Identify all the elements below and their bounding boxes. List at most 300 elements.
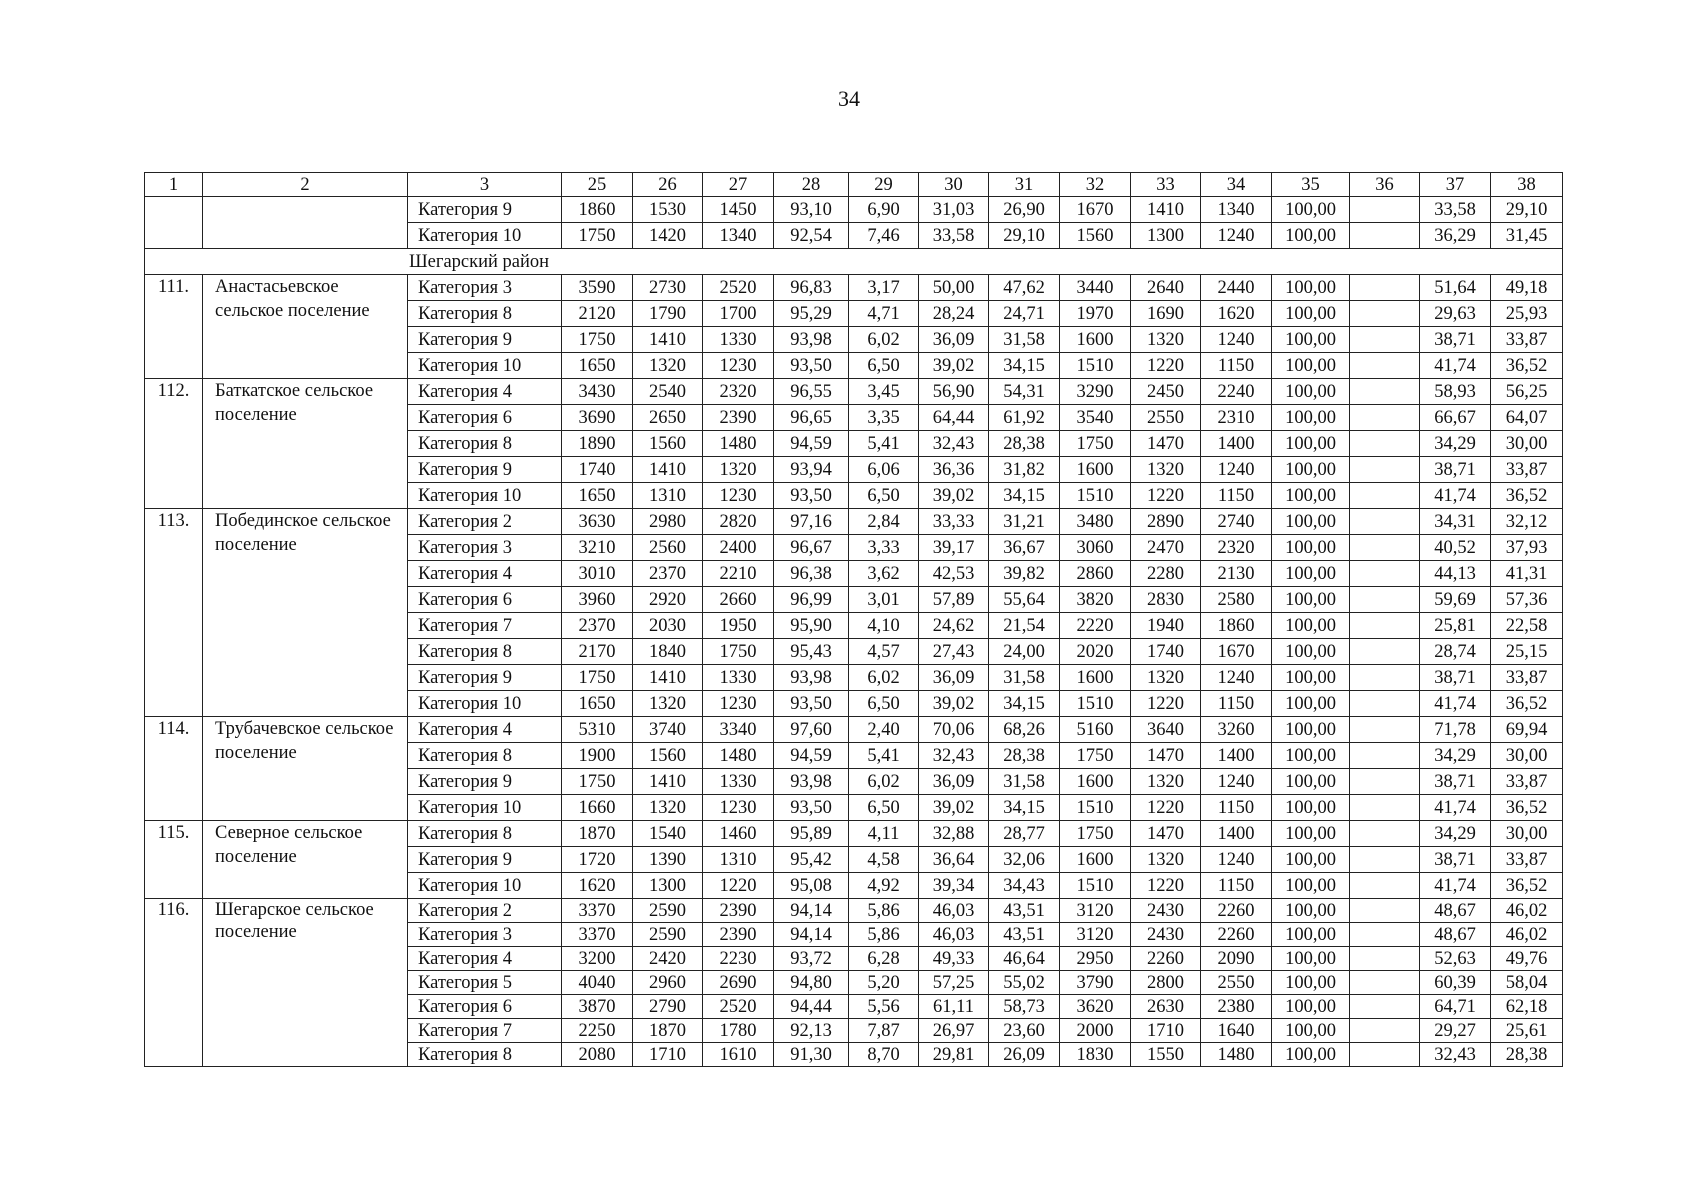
value-cell: 1240 <box>1201 847 1272 873</box>
value-cell: 4,57 <box>849 639 919 665</box>
value-cell: 2540 <box>633 379 703 405</box>
value-cell: 29,10 <box>989 223 1060 249</box>
value-cell: 2740 <box>1201 509 1272 535</box>
value-cell: 60,39 <box>1420 971 1491 995</box>
category-cell: Категория 4 <box>408 717 562 743</box>
value-cell: 1640 <box>1201 1019 1272 1043</box>
table-row <box>145 509 1563 535</box>
value-cell: 2650 <box>633 405 703 431</box>
value-cell: 94,14 <box>774 923 849 947</box>
value-cell: 3120 <box>1060 923 1131 947</box>
category-cell: Категория 3 <box>408 535 562 561</box>
value-cell: 49,76 <box>1491 947 1563 971</box>
value-cell: 31,58 <box>989 327 1060 353</box>
value-cell: 100,00 <box>1272 509 1350 535</box>
value-cell: 59,69 <box>1420 587 1491 613</box>
value-cell: 2220 <box>1060 613 1131 639</box>
value-cell <box>1350 275 1420 301</box>
value-cell: 6,50 <box>849 691 919 717</box>
value-cell: 1240 <box>1201 327 1272 353</box>
value-cell: 28,74 <box>1420 639 1491 665</box>
value-cell: 4040 <box>562 971 633 995</box>
value-cell: 1660 <box>562 795 633 821</box>
value-cell: 1410 <box>1131 197 1201 223</box>
value-cell <box>1350 613 1420 639</box>
category-cell: Категория 4 <box>408 379 562 405</box>
category-cell: Категория 5 <box>408 971 562 995</box>
row-number-cell: 115. <box>145 821 203 899</box>
category-cell: Категория 8 <box>408 431 562 457</box>
value-cell: 25,15 <box>1491 639 1563 665</box>
value-cell: 3340 <box>703 717 774 743</box>
value-cell: 94,59 <box>774 431 849 457</box>
value-cell: 2800 <box>1131 971 1201 995</box>
value-cell: 39,17 <box>919 535 989 561</box>
value-cell: 1620 <box>562 873 633 899</box>
header-cell: 37 <box>1420 173 1491 197</box>
value-cell: 2320 <box>703 379 774 405</box>
value-cell: 6,02 <box>849 327 919 353</box>
value-cell: 2550 <box>1131 405 1201 431</box>
value-cell: 1230 <box>703 691 774 717</box>
value-cell: 3260 <box>1201 717 1272 743</box>
value-cell: 46,03 <box>919 899 989 923</box>
value-cell: 30,00 <box>1491 821 1563 847</box>
value-cell <box>1350 223 1420 249</box>
value-cell: 3370 <box>562 923 633 947</box>
value-cell: 2210 <box>703 561 774 587</box>
value-cell: 36,29 <box>1420 223 1491 249</box>
category-cell: Категория 9 <box>408 457 562 483</box>
value-cell: 57,36 <box>1491 587 1563 613</box>
value-cell: 1540 <box>633 821 703 847</box>
value-cell: 1320 <box>633 691 703 717</box>
value-cell: 1860 <box>562 197 633 223</box>
value-cell: 34,15 <box>989 691 1060 717</box>
value-cell: 6,06 <box>849 457 919 483</box>
value-cell <box>1350 873 1420 899</box>
value-cell: 100,00 <box>1272 1019 1350 1043</box>
value-cell: 3430 <box>562 379 633 405</box>
value-cell: 1510 <box>1060 873 1131 899</box>
value-cell: 100,00 <box>1272 873 1350 899</box>
value-cell: 3620 <box>1060 995 1131 1019</box>
value-cell: 95,29 <box>774 301 849 327</box>
value-cell: 2520 <box>703 995 774 1019</box>
value-cell: 1510 <box>1060 353 1131 379</box>
value-cell: 3370 <box>562 899 633 923</box>
value-cell: 50,00 <box>919 275 989 301</box>
header-cell: 28 <box>774 173 849 197</box>
value-cell: 1480 <box>703 431 774 457</box>
value-cell: 1840 <box>633 639 703 665</box>
value-cell: 41,74 <box>1420 483 1491 509</box>
category-cell: Категория 10 <box>408 353 562 379</box>
category-cell: Категория 3 <box>408 275 562 301</box>
value-cell: 55,64 <box>989 587 1060 613</box>
value-cell: 2390 <box>703 405 774 431</box>
value-cell: 33,87 <box>1491 769 1563 795</box>
value-cell: 1750 <box>562 327 633 353</box>
value-cell: 100,00 <box>1272 613 1350 639</box>
value-cell: 1390 <box>633 847 703 873</box>
value-cell: 1780 <box>703 1019 774 1043</box>
value-cell <box>1350 769 1420 795</box>
value-cell: 34,29 <box>1420 431 1491 457</box>
value-cell: 2450 <box>1131 379 1201 405</box>
value-cell: 1470 <box>1131 743 1201 769</box>
value-cell: 1330 <box>703 665 774 691</box>
value-cell: 34,29 <box>1420 743 1491 769</box>
value-cell: 36,52 <box>1491 483 1563 509</box>
value-cell: 2250 <box>562 1019 633 1043</box>
value-cell: 41,74 <box>1420 691 1491 717</box>
value-cell: 2000 <box>1060 1019 1131 1043</box>
value-cell: 49,18 <box>1491 275 1563 301</box>
value-cell: 1830 <box>1060 1043 1131 1067</box>
value-cell: 3960 <box>562 587 633 613</box>
value-cell: 34,15 <box>989 353 1060 379</box>
value-cell: 2,40 <box>849 717 919 743</box>
value-cell: 43,51 <box>989 923 1060 947</box>
data-table <box>144 172 1563 1067</box>
value-cell <box>1350 691 1420 717</box>
value-cell: 38,71 <box>1420 665 1491 691</box>
category-cell: Категория 6 <box>408 995 562 1019</box>
value-cell: 2370 <box>633 561 703 587</box>
value-cell: 100,00 <box>1272 431 1350 457</box>
category-cell: Категория 8 <box>408 1043 562 1067</box>
value-cell: 61,92 <box>989 405 1060 431</box>
value-cell: 40,52 <box>1420 535 1491 561</box>
value-cell: 6,50 <box>849 353 919 379</box>
value-cell: 58,04 <box>1491 971 1563 995</box>
value-cell: 93,94 <box>774 457 849 483</box>
value-cell: 3200 <box>562 947 633 971</box>
value-cell: 2520 <box>703 275 774 301</box>
value-cell: 1150 <box>1201 691 1272 717</box>
value-cell: 1600 <box>1060 847 1131 873</box>
value-cell: 2310 <box>1201 405 1272 431</box>
value-cell: 26,97 <box>919 1019 989 1043</box>
value-cell: 37,93 <box>1491 535 1563 561</box>
header-cell: 32 <box>1060 173 1131 197</box>
value-cell: 2830 <box>1131 587 1201 613</box>
value-cell: 1940 <box>1131 613 1201 639</box>
value-cell: 1400 <box>1201 431 1272 457</box>
value-cell <box>1350 379 1420 405</box>
value-cell: 3290 <box>1060 379 1131 405</box>
category-cell: Категория 9 <box>408 665 562 691</box>
value-cell <box>1350 197 1420 223</box>
value-cell: 2430 <box>1131 923 1201 947</box>
value-cell: 48,67 <box>1420 923 1491 947</box>
value-cell: 100,00 <box>1272 691 1350 717</box>
value-cell: 28,24 <box>919 301 989 327</box>
value-cell: 30,00 <box>1491 431 1563 457</box>
value-cell: 95,42 <box>774 847 849 873</box>
value-cell: 38,71 <box>1420 847 1491 873</box>
value-cell: 100,00 <box>1272 995 1350 1019</box>
value-cell: 48,67 <box>1420 899 1491 923</box>
value-cell <box>1350 665 1420 691</box>
value-cell: 26,90 <box>989 197 1060 223</box>
value-cell: 1410 <box>633 327 703 353</box>
value-cell: 1220 <box>703 873 774 899</box>
value-cell: 33,87 <box>1491 665 1563 691</box>
value-cell: 2790 <box>633 995 703 1019</box>
value-cell: 2260 <box>1201 923 1272 947</box>
value-cell: 1870 <box>633 1019 703 1043</box>
value-cell: 1560 <box>633 743 703 769</box>
value-cell: 95,43 <box>774 639 849 665</box>
value-cell: 93,98 <box>774 665 849 691</box>
value-cell: 2030 <box>633 613 703 639</box>
value-cell: 1240 <box>1201 457 1272 483</box>
settlement-name-cell: Побединское сельское поселение <box>203 509 408 717</box>
value-cell: 95,89 <box>774 821 849 847</box>
category-cell: Категория 9 <box>408 327 562 353</box>
value-cell: 6,50 <box>849 483 919 509</box>
value-cell: 1150 <box>1201 873 1272 899</box>
value-cell: 41,74 <box>1420 353 1491 379</box>
value-cell: 1650 <box>562 353 633 379</box>
value-cell: 46,03 <box>919 923 989 947</box>
value-cell: 5160 <box>1060 717 1131 743</box>
value-cell: 61,11 <box>919 995 989 1019</box>
value-cell: 100,00 <box>1272 223 1350 249</box>
category-cell: Категория 6 <box>408 405 562 431</box>
value-cell: 95,90 <box>774 613 849 639</box>
value-cell: 1530 <box>633 197 703 223</box>
value-cell: 2430 <box>1131 899 1201 923</box>
value-cell: 1480 <box>1201 1043 1272 1067</box>
value-cell <box>1350 1019 1420 1043</box>
value-cell: 58,93 <box>1420 379 1491 405</box>
value-cell: 27,43 <box>919 639 989 665</box>
value-cell: 24,62 <box>919 613 989 639</box>
value-cell: 36,09 <box>919 327 989 353</box>
value-cell: 1670 <box>1060 197 1131 223</box>
header-row <box>145 173 1563 197</box>
value-cell <box>1350 821 1420 847</box>
value-cell: 3480 <box>1060 509 1131 535</box>
value-cell: 31,58 <box>989 665 1060 691</box>
value-cell <box>1350 717 1420 743</box>
value-cell: 23,60 <box>989 1019 1060 1043</box>
row-number-cell: 111. <box>145 275 203 379</box>
value-cell <box>1350 743 1420 769</box>
value-cell: 33,33 <box>919 509 989 535</box>
category-cell: Категория 8 <box>408 639 562 665</box>
value-cell: 6,50 <box>849 795 919 821</box>
value-cell: 36,52 <box>1491 353 1563 379</box>
value-cell: 2090 <box>1201 947 1272 971</box>
value-cell: 2280 <box>1131 561 1201 587</box>
value-cell: 2240 <box>1201 379 1272 405</box>
header-cell: 26 <box>633 173 703 197</box>
value-cell: 1310 <box>633 483 703 509</box>
value-cell: 100,00 <box>1272 301 1350 327</box>
value-cell: 1600 <box>1060 769 1131 795</box>
value-cell: 41,31 <box>1491 561 1563 587</box>
value-cell: 56,25 <box>1491 379 1563 405</box>
category-cell: Категория 8 <box>408 743 562 769</box>
value-cell: 100,00 <box>1272 717 1350 743</box>
value-cell: 2640 <box>1131 275 1201 301</box>
value-cell: 1480 <box>703 743 774 769</box>
value-cell: 96,55 <box>774 379 849 405</box>
value-cell: 49,33 <box>919 947 989 971</box>
value-cell: 100,00 <box>1272 821 1350 847</box>
value-cell: 2960 <box>633 971 703 995</box>
value-cell: 100,00 <box>1272 665 1350 691</box>
value-cell: 1230 <box>703 483 774 509</box>
value-cell: 1650 <box>562 691 633 717</box>
value-cell: 5,20 <box>849 971 919 995</box>
value-cell: 38,71 <box>1420 327 1491 353</box>
value-cell <box>1350 535 1420 561</box>
value-cell: 2390 <box>703 899 774 923</box>
value-cell: 2390 <box>703 923 774 947</box>
value-cell: 1550 <box>1131 1043 1201 1067</box>
value-cell: 1860 <box>1201 613 1272 639</box>
value-cell: 100,00 <box>1272 457 1350 483</box>
value-cell: 3210 <box>562 535 633 561</box>
value-cell: 92,13 <box>774 1019 849 1043</box>
header-cell: 2 <box>203 173 408 197</box>
value-cell: 4,11 <box>849 821 919 847</box>
value-cell: 1150 <box>1201 353 1272 379</box>
value-cell: 1150 <box>1201 795 1272 821</box>
table-row <box>145 275 1563 301</box>
table-row <box>145 899 1563 923</box>
value-cell: 2980 <box>633 509 703 535</box>
value-cell <box>1350 301 1420 327</box>
value-cell: 2630 <box>1131 995 1201 1019</box>
district-row <box>145 249 1563 275</box>
category-cell: Категория 2 <box>408 509 562 535</box>
value-cell: 1460 <box>703 821 774 847</box>
value-cell: 3,35 <box>849 405 919 431</box>
value-cell: 100,00 <box>1272 405 1350 431</box>
value-cell: 1750 <box>562 769 633 795</box>
value-cell: 1400 <box>1201 821 1272 847</box>
value-cell <box>1350 353 1420 379</box>
value-cell <box>1350 995 1420 1019</box>
value-cell: 41,74 <box>1420 873 1491 899</box>
value-cell: 1600 <box>1060 327 1131 353</box>
category-cell: Категория 2 <box>408 899 562 923</box>
value-cell: 1230 <box>703 795 774 821</box>
value-cell: 95,08 <box>774 873 849 899</box>
category-cell: Категория 9 <box>408 769 562 795</box>
value-cell: 2370 <box>562 613 633 639</box>
value-cell: 36,09 <box>919 769 989 795</box>
value-cell: 2950 <box>1060 947 1131 971</box>
value-cell: 32,88 <box>919 821 989 847</box>
value-cell: 2690 <box>703 971 774 995</box>
value-cell: 36,52 <box>1491 795 1563 821</box>
value-cell: 1790 <box>633 301 703 327</box>
category-cell: Категория 10 <box>408 795 562 821</box>
value-cell: 1220 <box>1131 483 1201 509</box>
value-cell: 2580 <box>1201 587 1272 613</box>
value-cell <box>1350 431 1420 457</box>
value-cell: 29,81 <box>919 1043 989 1067</box>
value-cell: 100,00 <box>1272 587 1350 613</box>
settlement-name-cell: Анастасьевское сельское поселение <box>203 275 408 379</box>
value-cell: 1620 <box>1201 301 1272 327</box>
value-cell: 1320 <box>633 353 703 379</box>
value-cell: 1420 <box>633 223 703 249</box>
value-cell: 25,93 <box>1491 301 1563 327</box>
value-cell: 93,72 <box>774 947 849 971</box>
value-cell: 2440 <box>1201 275 1272 301</box>
value-cell: 7,87 <box>849 1019 919 1043</box>
value-cell: 2860 <box>1060 561 1131 587</box>
value-cell: 39,02 <box>919 795 989 821</box>
value-cell: 2260 <box>1201 899 1272 923</box>
value-cell: 1690 <box>1131 301 1201 327</box>
value-cell: 1320 <box>1131 769 1201 795</box>
value-cell: 34,29 <box>1420 821 1491 847</box>
settlement-name-cell <box>203 197 408 249</box>
category-cell: Категория 8 <box>408 301 562 327</box>
row-number-cell: 112. <box>145 379 203 509</box>
value-cell: 1400 <box>1201 743 1272 769</box>
value-cell: 1150 <box>1201 483 1272 509</box>
value-cell: 1740 <box>1131 639 1201 665</box>
value-cell: 1240 <box>1201 769 1272 795</box>
value-cell: 3540 <box>1060 405 1131 431</box>
value-cell: 3630 <box>562 509 633 535</box>
value-cell: 36,64 <box>919 847 989 873</box>
value-cell: 100,00 <box>1272 743 1350 769</box>
table-row <box>145 821 1563 847</box>
value-cell: 55,02 <box>989 971 1060 995</box>
value-cell: 94,14 <box>774 899 849 923</box>
value-cell: 64,44 <box>919 405 989 431</box>
value-cell: 1340 <box>703 223 774 249</box>
value-cell: 6,02 <box>849 769 919 795</box>
value-cell: 100,00 <box>1272 561 1350 587</box>
value-cell: 2120 <box>562 301 633 327</box>
value-cell <box>1350 639 1420 665</box>
value-cell: 39,34 <box>919 873 989 899</box>
category-cell: Категория 6 <box>408 587 562 613</box>
value-cell <box>1350 587 1420 613</box>
value-cell: 3060 <box>1060 535 1131 561</box>
row-number-cell: 114. <box>145 717 203 821</box>
value-cell: 2260 <box>1131 947 1201 971</box>
value-cell: 100,00 <box>1272 639 1350 665</box>
value-cell <box>1350 561 1420 587</box>
value-cell: 3,17 <box>849 275 919 301</box>
value-cell: 47,62 <box>989 275 1060 301</box>
value-cell: 2560 <box>633 535 703 561</box>
value-cell: 70,06 <box>919 717 989 743</box>
value-cell: 44,13 <box>1420 561 1491 587</box>
value-cell <box>1350 1043 1420 1067</box>
category-cell: Категория 10 <box>408 873 562 899</box>
value-cell: 6,28 <box>849 947 919 971</box>
value-cell: 2590 <box>633 899 703 923</box>
value-cell: 62,18 <box>1491 995 1563 1019</box>
value-cell: 100,00 <box>1272 769 1350 795</box>
value-cell: 7,46 <box>849 223 919 249</box>
header-cell: 25 <box>562 173 633 197</box>
